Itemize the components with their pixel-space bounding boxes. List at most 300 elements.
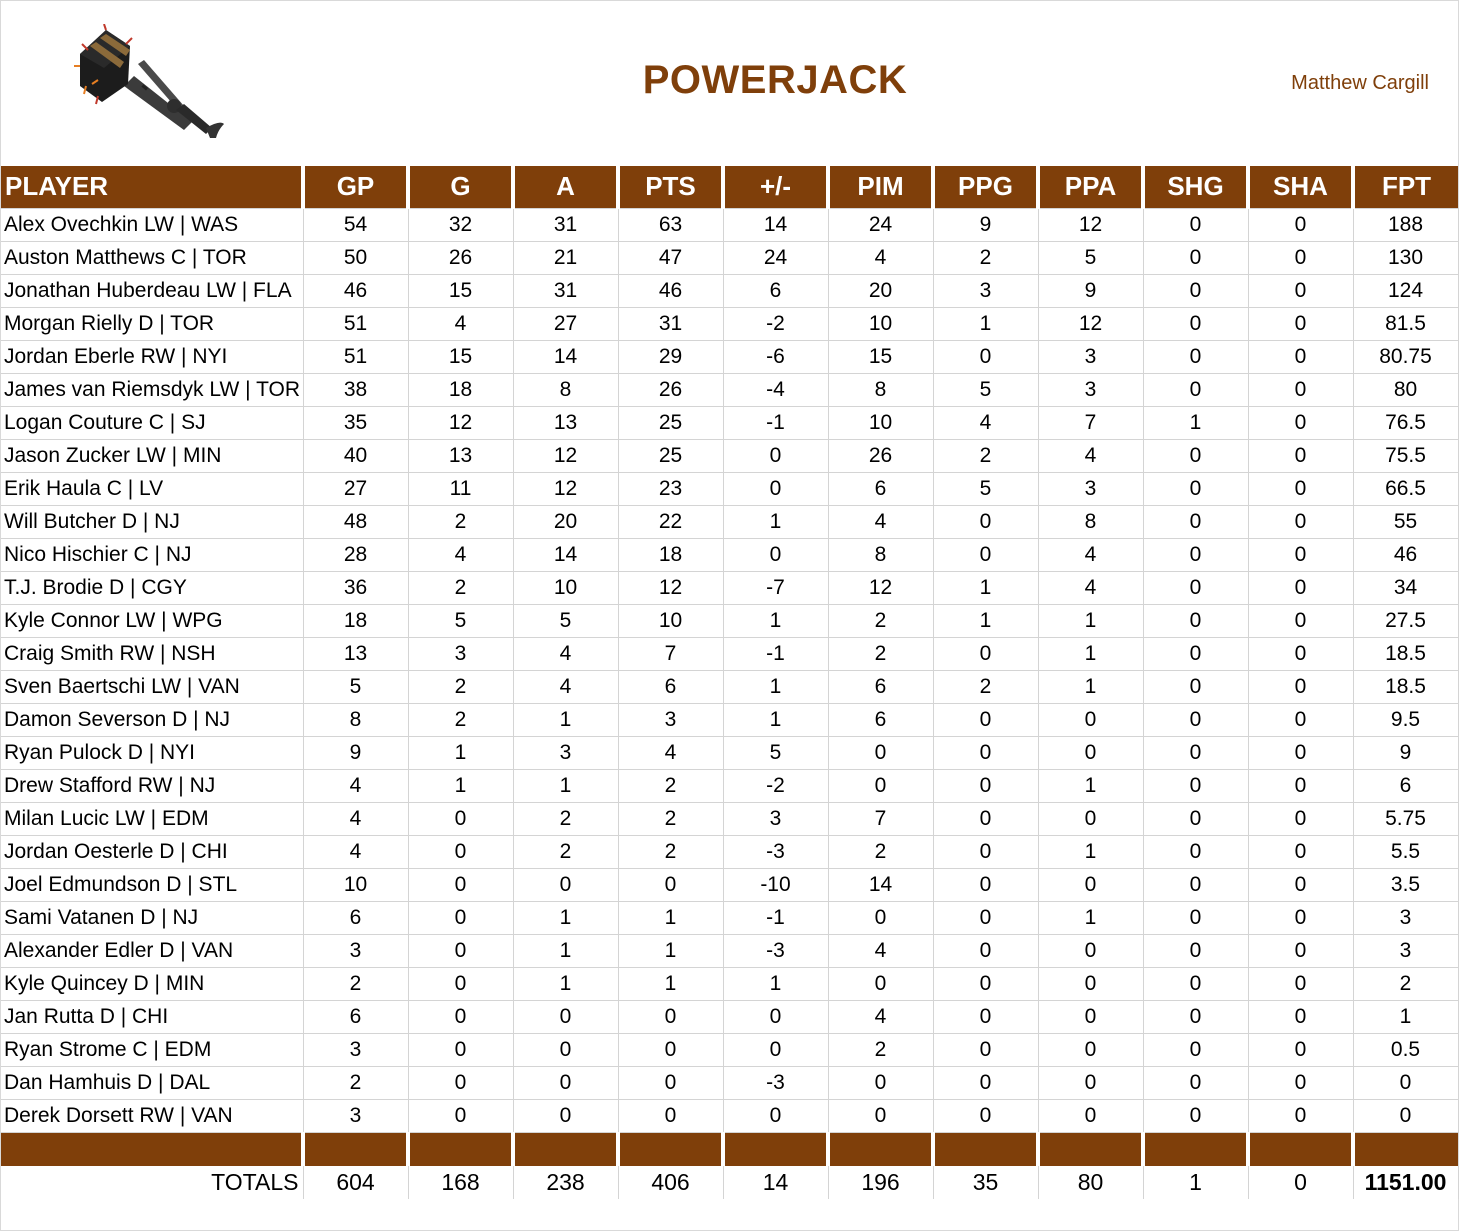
cell-ppg: 3 <box>933 274 1038 307</box>
cell-gp: 9 <box>303 736 408 769</box>
cell-ppa: 4 <box>1038 439 1143 472</box>
cell-gp: 2 <box>303 967 408 1000</box>
cell-ppa: 0 <box>1038 1033 1143 1066</box>
cell-fpt: 3 <box>1353 901 1458 934</box>
total-ppa: 80 <box>1038 1166 1143 1199</box>
cell-shg: 0 <box>1143 769 1248 802</box>
cell-fpt: 9 <box>1353 736 1458 769</box>
cell-ppg: 0 <box>933 901 1038 934</box>
cell-ppg: 0 <box>933 1066 1038 1099</box>
cell-a: 10 <box>513 571 618 604</box>
cell-fpt: 0 <box>1353 1099 1458 1132</box>
cell-ppg: 0 <box>933 1033 1038 1066</box>
cell-plus-minus: 24 <box>723 241 828 274</box>
cell-pim: 8 <box>828 373 933 406</box>
cell-pts: 31 <box>618 307 723 340</box>
cell-player-name: Damon Severson D | NJ <box>1 703 303 736</box>
cell-ppa: 3 <box>1038 340 1143 373</box>
cell-gp: 48 <box>303 505 408 538</box>
cell-plus-minus: -2 <box>723 769 828 802</box>
cell-plus-minus: -1 <box>723 637 828 670</box>
table-row <box>1 1066 1458 1099</box>
table-row <box>1 868 1458 901</box>
cell-a: 1 <box>513 703 618 736</box>
cell-sha: 0 <box>1248 1000 1353 1033</box>
cell-player-name: Sven Baertschi LW | VAN <box>1 670 303 703</box>
cell-pim: 6 <box>828 472 933 505</box>
cell-pim: 24 <box>828 208 933 241</box>
table-row <box>1 901 1458 934</box>
cell-a: 5 <box>513 604 618 637</box>
cell-pim: 0 <box>828 901 933 934</box>
table-row <box>1 571 1458 604</box>
cell-ppa: 0 <box>1038 934 1143 967</box>
cell-pim: 10 <box>828 406 933 439</box>
cell-player-name: Kyle Quincey D | MIN <box>1 967 303 1000</box>
cell-pts: 2 <box>618 802 723 835</box>
cell-ppg: 0 <box>933 1099 1038 1132</box>
cell-gp: 40 <box>303 439 408 472</box>
cell-plus-minus: -3 <box>723 1066 828 1099</box>
table-row <box>1 703 1458 736</box>
cell-sha: 0 <box>1248 439 1353 472</box>
cell-gp: 18 <box>303 604 408 637</box>
cell-pim: 7 <box>828 802 933 835</box>
cell-g: 11 <box>408 472 513 505</box>
cell-ppa: 1 <box>1038 769 1143 802</box>
cell-plus-minus: 5 <box>723 736 828 769</box>
cell-plus-minus: -10 <box>723 868 828 901</box>
cell-a: 0 <box>513 1066 618 1099</box>
cell-pts: 0 <box>618 1033 723 1066</box>
cell-fpt: 66.5 <box>1353 472 1458 505</box>
cell-player-name: Jordan Oesterle D | CHI <box>1 835 303 868</box>
cell-plus-minus: 1 <box>723 967 828 1000</box>
cell-pim: 20 <box>828 274 933 307</box>
cell-player-name: Morgan Rielly D | TOR <box>1 307 303 340</box>
cell-g: 0 <box>408 1000 513 1033</box>
cell-sha: 0 <box>1248 307 1353 340</box>
cell-shg: 0 <box>1143 1000 1248 1033</box>
cell-gp: 51 <box>303 307 408 340</box>
cell-ppg: 0 <box>933 505 1038 538</box>
cell-shg: 0 <box>1143 736 1248 769</box>
cell-g: 32 <box>408 208 513 241</box>
cell-fpt: 1 <box>1353 1000 1458 1033</box>
cell-gp: 27 <box>303 472 408 505</box>
cell-gp: 3 <box>303 1033 408 1066</box>
cell-fpt: 46 <box>1353 538 1458 571</box>
cell-g: 2 <box>408 670 513 703</box>
cell-player-name: Jan Rutta D | CHI <box>1 1000 303 1033</box>
cell-sha: 0 <box>1248 967 1353 1000</box>
header-row <box>1 166 1458 208</box>
cell-ppa: 8 <box>1038 505 1143 538</box>
cell-player-name: James van Riemsdyk LW | TOR <box>1 373 303 406</box>
player-stats-table <box>1 166 1459 1199</box>
cell-player-name: Derek Dorsett RW | VAN <box>1 1099 303 1132</box>
table-row <box>1 604 1458 637</box>
cell-gp: 2 <box>303 1066 408 1099</box>
cell-ppg: 5 <box>933 373 1038 406</box>
cell-sha: 0 <box>1248 274 1353 307</box>
cell-fpt: 55 <box>1353 505 1458 538</box>
cell-a: 1 <box>513 769 618 802</box>
cell-shg: 0 <box>1143 538 1248 571</box>
cell-pim: 4 <box>828 1000 933 1033</box>
cell-player-name: Ryan Strome C | EDM <box>1 1033 303 1066</box>
cell-ppa: 4 <box>1038 538 1143 571</box>
cell-shg: 0 <box>1143 505 1248 538</box>
cell-player-name: Auston Matthews C | TOR <box>1 241 303 274</box>
cell-fpt: 80.75 <box>1353 340 1458 373</box>
cell-ppg: 0 <box>933 967 1038 1000</box>
cell-pim: 0 <box>828 769 933 802</box>
cell-ppa: 3 <box>1038 472 1143 505</box>
table-row <box>1 439 1458 472</box>
cell-g: 0 <box>408 967 513 1000</box>
cell-ppg: 2 <box>933 439 1038 472</box>
cell-plus-minus: 6 <box>723 274 828 307</box>
cell-player-name: T.J. Brodie D | CGY <box>1 571 303 604</box>
cell-pim: 4 <box>828 934 933 967</box>
cell-shg: 0 <box>1143 637 1248 670</box>
cell-shg: 0 <box>1143 472 1248 505</box>
cell-plus-minus: 1 <box>723 670 828 703</box>
cell-plus-minus: -7 <box>723 571 828 604</box>
cell-sha: 0 <box>1248 241 1353 274</box>
cell-shg: 0 <box>1143 901 1248 934</box>
cell-ppg: 0 <box>933 769 1038 802</box>
cell-pts: 47 <box>618 241 723 274</box>
total-fpt: 1151.00 <box>1353 1166 1458 1199</box>
column-header-g: G <box>408 166 513 208</box>
cell-fpt: 188 <box>1353 208 1458 241</box>
cell-plus-minus: -1 <box>723 406 828 439</box>
cell-ppa: 3 <box>1038 373 1143 406</box>
cell-fpt: 27.5 <box>1353 604 1458 637</box>
cell-player-name: Joel Edmundson D | STL <box>1 868 303 901</box>
cell-sha: 0 <box>1248 1099 1353 1132</box>
cell-g: 0 <box>408 934 513 967</box>
cell-shg: 0 <box>1143 967 1248 1000</box>
cell-player-name: Nico Hischier C | NJ <box>1 538 303 571</box>
cell-pim: 2 <box>828 604 933 637</box>
cell-plus-minus: 1 <box>723 604 828 637</box>
cell-ppa: 7 <box>1038 406 1143 439</box>
cell-gp: 28 <box>303 538 408 571</box>
cell-pts: 10 <box>618 604 723 637</box>
cell-g: 18 <box>408 373 513 406</box>
cell-plus-minus: 14 <box>723 208 828 241</box>
cell-plus-minus: -1 <box>723 901 828 934</box>
table-row <box>1 1033 1458 1066</box>
total-plus-minus: 14 <box>723 1166 828 1199</box>
cell-pts: 23 <box>618 472 723 505</box>
cell-pts: 0 <box>618 1099 723 1132</box>
column-header-plus-minus: +/- <box>723 166 828 208</box>
cell-gp: 5 <box>303 670 408 703</box>
column-header-a: A <box>513 166 618 208</box>
table-row <box>1 670 1458 703</box>
cell-pim: 6 <box>828 703 933 736</box>
cell-plus-minus: 0 <box>723 1033 828 1066</box>
table-row <box>1 472 1458 505</box>
cell-ppg: 5 <box>933 472 1038 505</box>
cell-pim: 4 <box>828 241 933 274</box>
cell-player-name: Logan Couture C | SJ <box>1 406 303 439</box>
cell-shg: 0 <box>1143 934 1248 967</box>
cell-pts: 25 <box>618 439 723 472</box>
cell-sha: 0 <box>1248 604 1353 637</box>
cell-fpt: 5.75 <box>1353 802 1458 835</box>
cell-fpt: 124 <box>1353 274 1458 307</box>
cell-ppg: 0 <box>933 637 1038 670</box>
cell-pim: 14 <box>828 868 933 901</box>
cell-g: 0 <box>408 1066 513 1099</box>
table-row <box>1 1000 1458 1033</box>
cell-pts: 4 <box>618 736 723 769</box>
cell-a: 4 <box>513 637 618 670</box>
cell-g: 2 <box>408 505 513 538</box>
cell-ppg: 0 <box>933 340 1038 373</box>
cell-ppa: 1 <box>1038 835 1143 868</box>
column-header-fpt: FPT <box>1353 166 1458 208</box>
cell-sha: 0 <box>1248 1066 1353 1099</box>
cell-g: 0 <box>408 1099 513 1132</box>
cell-fpt: 2 <box>1353 967 1458 1000</box>
cell-player-name: Will Butcher D | NJ <box>1 505 303 538</box>
column-header-pts: PTS <box>618 166 723 208</box>
cell-ppa: 1 <box>1038 637 1143 670</box>
cell-plus-minus: 3 <box>723 802 828 835</box>
total-shg: 1 <box>1143 1166 1248 1199</box>
cell-g: 15 <box>408 274 513 307</box>
table-row <box>1 340 1458 373</box>
cell-g: 4 <box>408 538 513 571</box>
cell-player-name: Alexander Edler D | VAN <box>1 934 303 967</box>
cell-ppg: 1 <box>933 307 1038 340</box>
cell-sha: 0 <box>1248 802 1353 835</box>
cell-g: 2 <box>408 571 513 604</box>
cell-shg: 0 <box>1143 703 1248 736</box>
cell-a: 14 <box>513 340 618 373</box>
cell-shg: 0 <box>1143 835 1248 868</box>
cell-pts: 0 <box>618 1066 723 1099</box>
cell-fpt: 5.5 <box>1353 835 1458 868</box>
cell-gp: 6 <box>303 901 408 934</box>
separator-band <box>1 1132 1458 1166</box>
cell-gp: 10 <box>303 868 408 901</box>
cell-fpt: 76.5 <box>1353 406 1458 439</box>
cell-gp: 4 <box>303 769 408 802</box>
cell-pts: 0 <box>618 1000 723 1033</box>
cell-shg: 0 <box>1143 241 1248 274</box>
cell-ppa: 0 <box>1038 802 1143 835</box>
cell-pim: 4 <box>828 505 933 538</box>
powerjack-weapon-icon <box>72 24 232 142</box>
cell-ppa: 12 <box>1038 307 1143 340</box>
cell-g: 26 <box>408 241 513 274</box>
cell-ppa: 0 <box>1038 703 1143 736</box>
cell-a: 3 <box>513 736 618 769</box>
cell-plus-minus: 0 <box>723 538 828 571</box>
cell-g: 12 <box>408 406 513 439</box>
cell-shg: 0 <box>1143 307 1248 340</box>
cell-ppa: 12 <box>1038 208 1143 241</box>
cell-a: 14 <box>513 538 618 571</box>
table-row <box>1 241 1458 274</box>
cell-pim: 6 <box>828 670 933 703</box>
cell-sha: 0 <box>1248 472 1353 505</box>
cell-sha: 0 <box>1248 406 1353 439</box>
cell-ppa: 0 <box>1038 736 1143 769</box>
cell-ppa: 1 <box>1038 604 1143 637</box>
cell-ppg: 0 <box>933 1000 1038 1033</box>
cell-a: 1 <box>513 901 618 934</box>
table-row <box>1 307 1458 340</box>
table-row <box>1 835 1458 868</box>
cell-plus-minus: 1 <box>723 703 828 736</box>
cell-plus-minus: 0 <box>723 1099 828 1132</box>
cell-g: 0 <box>408 901 513 934</box>
cell-pts: 22 <box>618 505 723 538</box>
table-row <box>1 967 1458 1000</box>
cell-plus-minus: 0 <box>723 472 828 505</box>
column-header-pim: PIM <box>828 166 933 208</box>
cell-a: 21 <box>513 241 618 274</box>
cell-g: 15 <box>408 340 513 373</box>
table-row <box>1 934 1458 967</box>
cell-ppg: 0 <box>933 934 1038 967</box>
cell-fpt: 3 <box>1353 934 1458 967</box>
cell-fpt: 75.5 <box>1353 439 1458 472</box>
cell-gp: 8 <box>303 703 408 736</box>
cell-fpt: 81.5 <box>1353 307 1458 340</box>
table-row <box>1 208 1458 241</box>
cell-gp: 13 <box>303 637 408 670</box>
cell-shg: 0 <box>1143 802 1248 835</box>
cell-ppg: 1 <box>933 604 1038 637</box>
cell-pim: 10 <box>828 307 933 340</box>
total-pts: 406 <box>618 1166 723 1199</box>
cell-shg: 0 <box>1143 604 1248 637</box>
table-row <box>1 505 1458 538</box>
cell-a: 13 <box>513 406 618 439</box>
cell-gp: 3 <box>303 1099 408 1132</box>
cell-a: 0 <box>513 868 618 901</box>
cell-ppg: 0 <box>933 538 1038 571</box>
cell-pts: 3 <box>618 703 723 736</box>
cell-g: 2 <box>408 703 513 736</box>
cell-g: 5 <box>408 604 513 637</box>
table-row <box>1 736 1458 769</box>
cell-sha: 0 <box>1248 835 1353 868</box>
cell-gp: 4 <box>303 835 408 868</box>
owner-name: Matthew Cargill <box>1291 72 1429 94</box>
cell-a: 2 <box>513 835 618 868</box>
cell-plus-minus: -3 <box>723 934 828 967</box>
cell-plus-minus: 0 <box>723 1000 828 1033</box>
cell-plus-minus: 1 <box>723 505 828 538</box>
totals-row <box>1 1166 1458 1199</box>
cell-gp: 50 <box>303 241 408 274</box>
total-ppg: 35 <box>933 1166 1038 1199</box>
cell-ppg: 0 <box>933 835 1038 868</box>
cell-pts: 2 <box>618 835 723 868</box>
cell-pts: 1 <box>618 967 723 1000</box>
table-row <box>1 802 1458 835</box>
cell-fpt: 130 <box>1353 241 1458 274</box>
cell-pts: 18 <box>618 538 723 571</box>
cell-pts: 25 <box>618 406 723 439</box>
cell-a: 27 <box>513 307 618 340</box>
cell-pim: 8 <box>828 538 933 571</box>
cell-a: 8 <box>513 373 618 406</box>
cell-shg: 0 <box>1143 208 1248 241</box>
column-header-gp: GP <box>303 166 408 208</box>
cell-fpt: 18.5 <box>1353 670 1458 703</box>
cell-a: 20 <box>513 505 618 538</box>
cell-gp: 54 <box>303 208 408 241</box>
cell-player-name: Sami Vatanen D | NJ <box>1 901 303 934</box>
cell-ppg: 0 <box>933 703 1038 736</box>
cell-shg: 0 <box>1143 1099 1248 1132</box>
cell-player-name: Craig Smith RW | NSH <box>1 637 303 670</box>
cell-pim: 0 <box>828 1099 933 1132</box>
cell-pim: 0 <box>828 967 933 1000</box>
cell-pts: 6 <box>618 670 723 703</box>
cell-sha: 0 <box>1248 1033 1353 1066</box>
cell-pim: 15 <box>828 340 933 373</box>
cell-pim: 2 <box>828 835 933 868</box>
cell-shg: 0 <box>1143 670 1248 703</box>
cell-ppa: 9 <box>1038 274 1143 307</box>
cell-gp: 3 <box>303 934 408 967</box>
cell-ppa: 0 <box>1038 967 1143 1000</box>
cell-shg: 0 <box>1143 868 1248 901</box>
cell-fpt: 6 <box>1353 769 1458 802</box>
cell-a: 0 <box>513 1000 618 1033</box>
total-pim: 196 <box>828 1166 933 1199</box>
cell-g: 0 <box>408 868 513 901</box>
cell-player-name: Jason Zucker LW | MIN <box>1 439 303 472</box>
cell-pim: 12 <box>828 571 933 604</box>
cell-ppg: 2 <box>933 241 1038 274</box>
cell-gp: 35 <box>303 406 408 439</box>
column-header-shg: SHG <box>1143 166 1248 208</box>
cell-gp: 38 <box>303 373 408 406</box>
cell-pts: 29 <box>618 340 723 373</box>
team-title: POWERJACK <box>642 58 908 102</box>
cell-player-name: Alex Ovechkin LW | WAS <box>1 208 303 241</box>
cell-fpt: 0.5 <box>1353 1033 1458 1066</box>
cell-pts: 2 <box>618 769 723 802</box>
cell-shg: 0 <box>1143 1033 1248 1066</box>
cell-a: 12 <box>513 439 618 472</box>
cell-player-name: Erik Haula C | LV <box>1 472 303 505</box>
cell-gp: 36 <box>303 571 408 604</box>
table-row <box>1 769 1458 802</box>
cell-gp: 51 <box>303 340 408 373</box>
total-gp: 604 <box>303 1166 408 1199</box>
cell-ppa: 0 <box>1038 1000 1143 1033</box>
cell-a: 1 <box>513 967 618 1000</box>
cell-g: 3 <box>408 637 513 670</box>
cell-pts: 7 <box>618 637 723 670</box>
cell-sha: 0 <box>1248 637 1353 670</box>
cell-fpt: 80 <box>1353 373 1458 406</box>
